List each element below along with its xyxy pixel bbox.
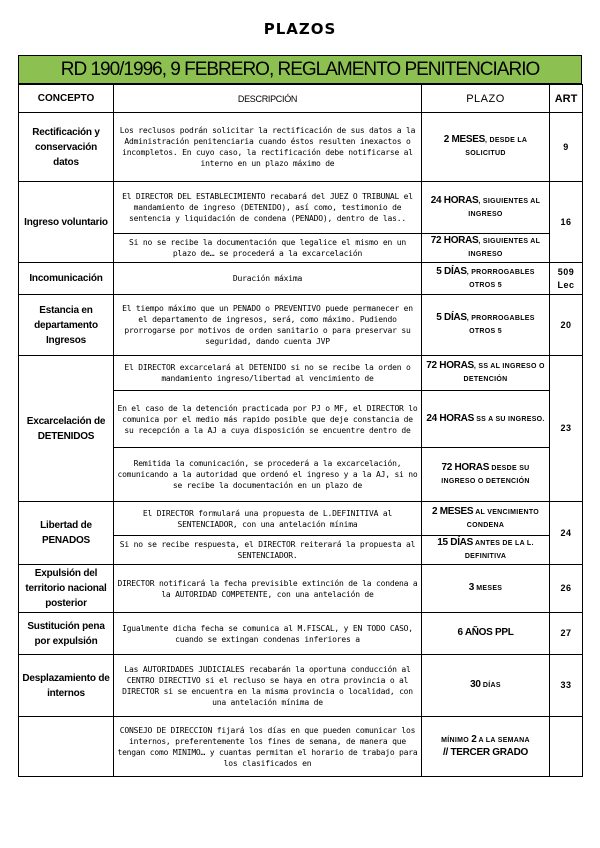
plazo-note: , SS AL INGRESO O DETENCIÓN	[463, 363, 545, 383]
plazo-value: 15 DÍAS	[437, 537, 473, 548]
art-cell: 26	[550, 565, 583, 613]
plazo-note: , SIGUIENTES AL INGRESO	[468, 238, 541, 258]
table-row	[19, 613, 583, 655]
plazo-note: AL VENCIMIENTO CONDENA	[466, 508, 540, 529]
description-cell: El DIRECTOR DEL ESTABLECIMIENTO recabará del JUEZ O TRIBUNAL el mandamiento de ingreso (DETENIDO), así como, testimonio de sentencia y liquidación de condena (PENADO), dentro de las..	[114, 182, 422, 234]
plazo-value: 30	[470, 679, 481, 690]
plazo-value: 24 HORAS	[430, 194, 479, 206]
plazo-note: ANTES DE LA L. DEFINITIVA	[464, 540, 534, 560]
art-cell: 23	[550, 356, 583, 502]
plazo-note: A LA SEMANA	[476, 737, 530, 744]
plazo-note: , PRORROGABLES OTROS 5	[466, 268, 535, 289]
description-cell: Igualmente dicha fecha se comunica al M.FISCAL, y EN TODO CASO, cuando se extingan condenas inferiores a	[114, 613, 422, 655]
plazo-value: 5 DÍAS	[436, 312, 467, 323]
plazo-note: , SIGUIENTES AL INGRESO	[468, 197, 541, 218]
header-plazo: PLAZO	[422, 85, 550, 113]
header-concepto: CONCEPTO	[19, 85, 114, 113]
table-header-row	[19, 85, 583, 113]
plazo-cell	[422, 295, 550, 356]
description-cell: En el caso de la detención practicada por PJ o MF, el DIRECTOR lo comunica por el medio más rapido posible que deje constancia de su recepción a la AJ a cuya disposición se encuentre dentro de	[114, 391, 422, 448]
table-row	[19, 295, 583, 356]
concepto-cell: Libertad de PENADOS	[19, 502, 114, 565]
table-row	[19, 655, 583, 717]
plazo-value: 3	[468, 582, 474, 593]
art-cell: 27	[550, 613, 583, 655]
table-row	[19, 565, 583, 613]
header-art: ART	[550, 85, 583, 113]
description-cell: El tiempo máximo que un PENADO o PREVENTIVO puede permanecer en el departamento de ingresos, será, como máximo. Pudiendo prorrogarse por motivos de orden sanitario o para preservar su seguridad, dando cuenta JVP	[114, 295, 422, 356]
plazo-cell	[422, 717, 550, 777]
description-cell: Si no se recibe la documentación que legalice el mismo en un plazo de… se procederá a la excarcelación	[114, 234, 422, 263]
plazo-value: 24 HORAS	[426, 412, 474, 424]
plazo-cell	[422, 356, 550, 391]
plazo-cell	[422, 448, 550, 502]
plazo-cell	[422, 565, 550, 613]
plazo-note: , DESDE LA SOLICITUD	[465, 137, 528, 157]
plazo-value: 2 MESES	[431, 505, 474, 517]
art-cell	[550, 717, 583, 777]
description-cell: Las AUTORIDADES JUDICIALES recabarán la oportuna conducción al CENTRO DIRECTIVO si el recluso se haya en otra provincia o al DIRECTOR si se encuentra en la misma provincia o localidad, con una antelación mínima de	[114, 655, 422, 717]
plazo-cell	[422, 655, 550, 717]
art-cell: 33	[550, 655, 583, 717]
plazo-note: , PRORROGABLES OTROS 5	[466, 315, 535, 335]
concepto-cell	[19, 717, 114, 777]
art-cell: 16	[550, 182, 583, 263]
plazo-cell	[422, 391, 550, 448]
table-row	[19, 182, 583, 234]
table-row	[19, 113, 583, 182]
plazo-value: 6 AÑOS PPL	[457, 627, 514, 638]
plazo-note: DÍAS	[480, 682, 501, 689]
plazo-value: 5 DÍAS	[436, 265, 467, 277]
table-row	[19, 717, 583, 777]
plazos-table	[18, 84, 583, 777]
description-cell: CONSEJO DE DIRECCION fijará los días en que pueden comunicar los internos, preferentemente los fines de semana, de manera que tengan como MINIMO… y cuantas permitan el horario de trabajo para los clasificados en	[114, 717, 422, 777]
plazo-value: 72 HORAS	[441, 461, 490, 473]
description-cell: El DIRECTOR excarcelará al DETENIDO si no se recibe la orden o mandamiento ingreso/libertad al vencimiento de	[114, 356, 422, 391]
description-cell: DIRECTOR notificará la fecha previsible extinción de la condena a la AUTORIDAD COMPETENTE, con una antelación de	[114, 565, 422, 613]
plazo-prefix: MÍNIMO	[441, 737, 472, 744]
plazo-cell	[422, 536, 550, 565]
plazo-cell	[422, 613, 550, 655]
description-cell: Si no se recibe respuesta, el DIRECTOR reiterará la propuesta al SENTENCIADOR.	[114, 536, 422, 565]
art-cell: 509 Lec	[550, 263, 583, 295]
description-cell: Los reclusos podrán solicitar la rectificación de sus datos a la Administración penitenciaria cuando éstos resulten inexactos o incompletos. En cuyo caso, la rectificación debe notificarse al interno en un plazo máximo de	[114, 113, 422, 182]
table-row	[19, 263, 583, 295]
plazo-value: 2 MESES	[443, 134, 485, 145]
art-cell: 20	[550, 295, 583, 356]
concepto-cell: Incomunicación	[19, 263, 114, 295]
concepto-cell: Desplazamiento de internos	[19, 655, 114, 717]
plazo-line2: // TERCER GRADO	[443, 747, 528, 758]
art-cell: 9	[550, 113, 583, 182]
plazo-value: 72 HORAS	[426, 360, 474, 371]
regulation-banner: RD 190/1996, 9 FEBRERO, REGLAMENTO PENITENCIARIO	[18, 55, 582, 84]
plazo-note: MESES	[474, 585, 503, 592]
concepto-cell: Excarcelación de DETENIDOS	[19, 356, 114, 502]
art-cell: 24	[550, 502, 583, 565]
plazo-value: 72 HORAS	[430, 235, 479, 246]
plazo-note: DESDE SU INGRESO O DETENCIÓN	[441, 464, 530, 485]
plazo-cell	[422, 113, 550, 182]
concepto-cell: Rectificación y conservación datos	[19, 113, 114, 182]
page-title: PLAZOS	[263, 20, 337, 38]
concepto-cell: Estancia en departamento Ingresos	[19, 295, 114, 356]
concepto-cell: Ingreso voluntario	[19, 182, 114, 263]
header-descripcion: DESCRIPCIÓN	[114, 85, 422, 113]
table-row	[19, 356, 583, 391]
plazo-cell	[422, 234, 550, 263]
plazo-cell	[422, 263, 550, 295]
plazo-cell	[422, 182, 550, 234]
plazo-note: SS A SU INGRESO.	[473, 415, 545, 423]
table-row	[19, 502, 583, 536]
description-cell: Remitida la comunicación, se procederá a la excarcelación, comunicando a la autoridad que ordenó el ingreso y a la AJ, si no se recibe la documentación en un plazo de	[114, 448, 422, 502]
plazo-cell	[422, 502, 550, 536]
plazo-value: 2	[471, 734, 477, 745]
concepto-cell: Expulsión del territorio nacional posterior	[19, 565, 114, 613]
concepto-cell: Sustitución pena por expulsión	[19, 613, 114, 655]
description-cell: El DIRECTOR formulará una propuesta de L.DEFINITIVA al SENTENCIADOR, con una antelación mínima	[114, 502, 422, 536]
description-cell: Duración máxima	[114, 263, 422, 295]
